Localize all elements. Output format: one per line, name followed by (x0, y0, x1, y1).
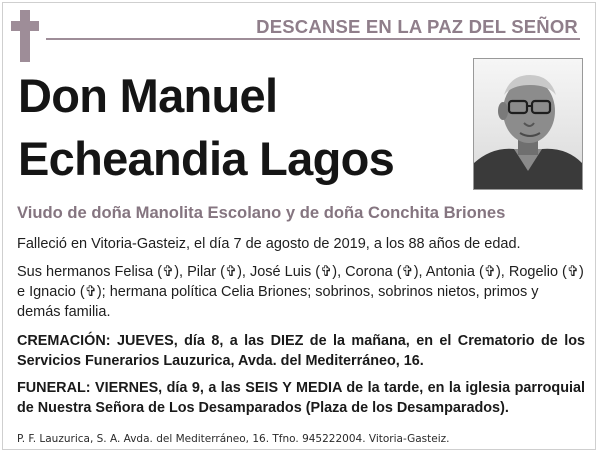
family-paragraph: Sus hermanos Felisa (✞), Pilar (✞), José Luis (✞), Corona (✞), Antonia (✞), Rogelio (✞) e Ignacio (✞); hermana política Celia Briones; sobrinos, sobrinos nietos, primos y demás familia. (17, 264, 584, 320)
name-line-1: Don Manuel (18, 69, 278, 122)
name-line-2: Echeandia Lagos (18, 132, 395, 185)
cremation-paragraph: CREMACIÓN: JUEVES, día 8, a las DIEZ de la mañana, en el Crematorio de los Servicios Funerarios Lauzurica, Avda. del Mediterráneo, 16. (17, 333, 585, 369)
funeral-paragraph: FUNERAL: VIERNES, día 9, a las SEIS Y MEDIA de la tarde, en la iglesia parroquial de Nuestra Señora de Los Desamparados (Plaza de los Desamparados). (17, 380, 585, 416)
header-title: DESCANSE EN LA PAZ DEL SEÑOR (248, 16, 578, 38)
footer: P. F. Lauzurica, S. A. Avda. del Mediterráneo, 16. Tfno. 945222004. Vitoria-Gasteiz. (17, 433, 450, 445)
header-rule (46, 38, 580, 40)
subtitle: Viudo de doña Manolita Escolano y de doña Conchita Briones (17, 203, 506, 222)
death-paragraph: Falleció en Vitoria-Gasteiz, el día 7 de agosto de 2019, a los 88 años de edad. (17, 236, 521, 252)
deceased-name (18, 64, 394, 190)
portrait-photo (473, 58, 583, 190)
